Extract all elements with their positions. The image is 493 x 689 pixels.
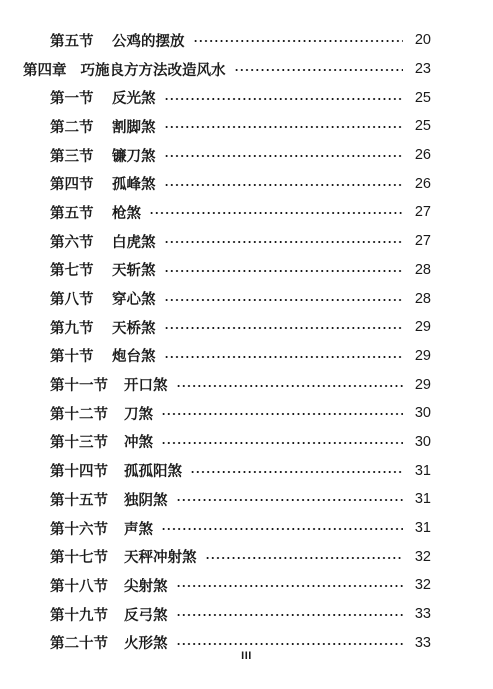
dot-leader <box>205 557 404 559</box>
dot-leader <box>164 241 404 243</box>
dot-leader <box>164 327 404 329</box>
toc-entry-number: 第十九节 <box>50 606 108 624</box>
dot-leader <box>149 212 403 214</box>
toc-entry-title: 开口煞 <box>124 377 168 395</box>
toc-entry-page: 30 <box>414 433 431 450</box>
toc-entry-title: 孤峰煞 <box>112 176 156 194</box>
toc-entry-number: 第二节 <box>50 118 94 136</box>
toc-entry-page: 25 <box>414 118 431 135</box>
toc-entry-title: 公鸡的摆放 <box>112 32 185 50</box>
toc-entry-page: 23 <box>414 61 431 78</box>
toc-entry[interactable] <box>0 542 493 571</box>
toc-entry-number: 第八节 <box>50 291 94 309</box>
toc-entry-title: 天斩煞 <box>112 262 156 280</box>
toc-entry-page: 29 <box>414 376 431 393</box>
toc-entry-number: 第十八节 <box>50 577 108 595</box>
toc-entry[interactable] <box>0 141 493 170</box>
dot-leader <box>176 585 404 587</box>
dot-leader <box>176 614 404 616</box>
toc-entry-title: 声煞 <box>124 520 153 538</box>
toc-entry-title: 孤孤阳煞 <box>124 463 182 481</box>
toc-entry[interactable] <box>0 428 493 457</box>
toc-entry-number: 第五节 <box>50 32 94 50</box>
toc-entry-title: 割脚煞 <box>112 118 156 136</box>
toc-chapter-entry[interactable] <box>0 55 493 84</box>
toc-entry[interactable] <box>0 370 493 399</box>
toc-entry[interactable] <box>0 600 493 629</box>
dot-leader <box>234 69 404 71</box>
toc-entry[interactable] <box>0 227 493 256</box>
toc-entry-page: 28 <box>414 290 431 307</box>
toc-entry-page: 30 <box>414 405 431 422</box>
toc-entry-title: 穿心煞 <box>112 291 156 309</box>
toc-entry-number: 第三节 <box>50 147 94 165</box>
toc-entry-page: 25 <box>414 89 431 106</box>
table-of-contents <box>0 26 493 657</box>
toc-entry-page: 29 <box>414 347 431 364</box>
toc-entry-number: 第十六节 <box>50 520 108 538</box>
dot-leader <box>161 442 403 444</box>
toc-entry-title: 炮台煞 <box>112 348 156 366</box>
dot-leader <box>164 270 404 272</box>
toc-entry-page: 26 <box>414 175 431 192</box>
toc-entry[interactable] <box>0 284 493 313</box>
dot-leader <box>176 499 404 501</box>
toc-entry-page: 31 <box>414 520 431 537</box>
toc-entry-page: 33 <box>414 634 431 651</box>
toc-chapter-number: 第四章 <box>23 61 67 79</box>
toc-entry[interactable] <box>0 342 493 371</box>
toc-entry-title: 反光煞 <box>112 90 156 108</box>
toc-entry-title: 天秤冲射煞 <box>124 549 197 567</box>
toc-chapter-title: 巧施良方方法改造风水 <box>80 61 226 79</box>
toc-entry[interactable] <box>0 514 493 543</box>
dot-leader <box>161 413 403 415</box>
toc-entry-title: 枪煞 <box>112 204 141 222</box>
toc-entry-number: 第十七节 <box>50 549 108 567</box>
dot-leader <box>176 385 404 387</box>
toc-entry-number: 第二十节 <box>50 635 108 653</box>
toc-entry-page: 32 <box>414 548 431 565</box>
toc-entry-page: 28 <box>414 261 431 278</box>
dot-leader <box>193 40 404 42</box>
toc-entry-page: 32 <box>414 577 431 594</box>
toc-entry-title: 火形煞 <box>124 635 168 653</box>
toc-entry[interactable] <box>0 256 493 285</box>
toc-entry-page: 33 <box>414 606 431 623</box>
toc-entry[interactable] <box>0 313 493 342</box>
toc-entry[interactable] <box>0 169 493 198</box>
toc-entry[interactable] <box>0 399 493 428</box>
toc-entry-title: 天桥煞 <box>112 319 156 337</box>
toc-entry[interactable] <box>0 485 493 514</box>
toc-entry[interactable] <box>0 26 493 55</box>
dot-leader <box>190 471 403 473</box>
toc-entry-title: 冲煞 <box>124 434 153 452</box>
dot-leader <box>164 184 404 186</box>
dot-leader <box>176 643 404 645</box>
dot-leader <box>161 528 403 530</box>
toc-entry-number: 第十二节 <box>50 405 108 423</box>
toc-entry-title: 镰刀煞 <box>112 147 156 165</box>
toc-entry-page: 27 <box>414 233 431 250</box>
dot-leader <box>164 98 404 100</box>
toc-entry-number: 第十四节 <box>50 463 108 481</box>
toc-entry-number: 第十五节 <box>50 491 108 509</box>
toc-entry-title: 尖射煞 <box>124 577 168 595</box>
toc-entry-page: 31 <box>414 491 431 508</box>
toc-entry-page: 29 <box>414 319 431 336</box>
dot-leader <box>164 155 404 157</box>
toc-entry-title: 反弓煞 <box>124 606 168 624</box>
toc-entry-number: 第十一节 <box>50 377 108 395</box>
toc-entry-number: 第五节 <box>50 204 94 222</box>
toc-entry-number: 第七节 <box>50 262 94 280</box>
toc-entry[interactable] <box>0 198 493 227</box>
toc-entry-page: 20 <box>414 32 431 49</box>
page-number: III <box>241 650 252 662</box>
toc-entry-number: 第九节 <box>50 319 94 337</box>
toc-entry[interactable] <box>0 456 493 485</box>
toc-entry-number: 第四节 <box>50 176 94 194</box>
dot-leader <box>164 299 404 301</box>
toc-entry-page: 31 <box>414 462 431 479</box>
toc-entry-title: 独阴煞 <box>124 491 168 509</box>
toc-entry-page: 27 <box>414 204 431 221</box>
toc-entry-title: 刀煞 <box>124 405 153 423</box>
dot-leader <box>164 126 404 128</box>
toc-entry[interactable] <box>0 112 493 141</box>
toc-entry-number: 第一节 <box>50 90 94 108</box>
toc-entry[interactable] <box>0 83 493 112</box>
toc-entry-number: 第六节 <box>50 233 94 251</box>
dot-leader <box>164 356 404 358</box>
toc-entry-number: 第十节 <box>50 348 94 366</box>
toc-entry[interactable] <box>0 571 493 600</box>
toc-entry-title: 白虎煞 <box>112 233 156 251</box>
toc-entry-number: 第十三节 <box>50 434 108 452</box>
toc-entry-page: 26 <box>414 147 431 164</box>
